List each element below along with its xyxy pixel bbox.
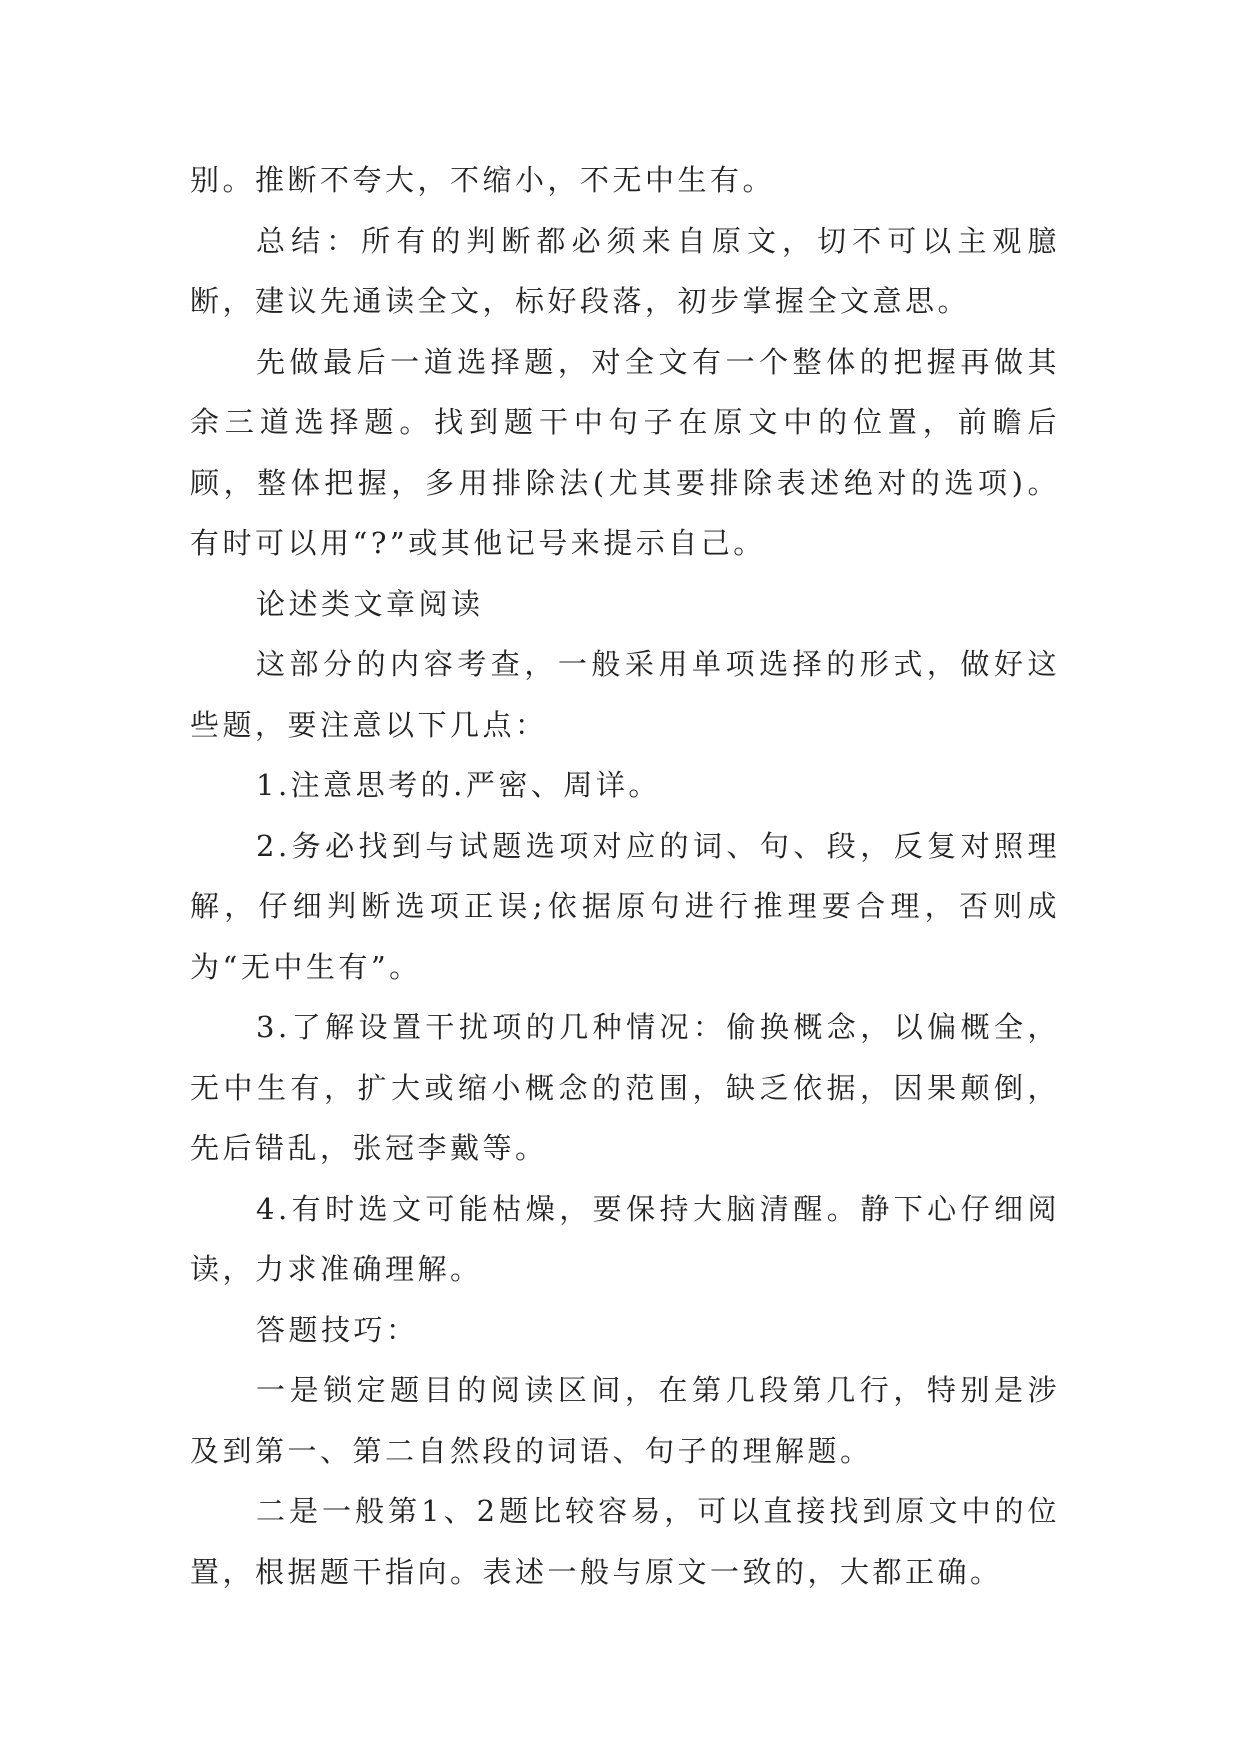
section-heading-answer-tips: 答题技巧：: [256, 1312, 419, 1347]
tip-paragraph-2: 二是一般第1、2题比较容易，可以直接找到原文中的位置，根据题干指向。表述一般与原文一致的，大都正确。: [190, 1494, 1060, 1589]
list-item-1: 1.注意思考的.严密、周详。: [256, 768, 661, 802]
section-heading-argumentative-reading: 论述类文章阅读: [256, 586, 484, 621]
paragraph-summary: 总结：所有的判断都必须来自原文，切不可以主观臆断，建议先通读全文，标好段落，初步掌握全文意思。: [190, 223, 1060, 318]
tip-paragraph-1: 一是锁定题目的阅读区间，在第几段第几行，特别是涉及到第一、第二自然段的词语、句子的理解题。: [190, 1373, 1060, 1468]
paragraph-continuation: 别。推断不夸大，不缩小，不无中生有。: [190, 163, 776, 197]
list-item-4: 4.有时选文可能枯燥，要保持大脑清醒。静下心仔细阅读，力求准确理解。: [190, 1191, 1060, 1286]
paragraph-strategy: 先做最后一道选择题，对全文有一个整体的把握再做其余三道选择题。找到题干中句子在原文中的位置，前瞻后顾，整体把握，多用排除法(尤其要排除表述绝对的选项)。有时可以用“?”或其他记号来提示自己。: [190, 344, 1060, 560]
list-item-3: 3.了解设置干扰项的几种情况：偷换概念，以偏概全，无中生有，扩大或缩小概念的范围，缺乏依据，因果颠倒，先后错乱，张冠李戴等。: [190, 1010, 1060, 1165]
paragraph-intro: 这部分的内容考查，一般采用单项选择的形式，做好这些题，要注意以下几点：: [190, 647, 1060, 742]
list-item-2: 2.务必找到与试题选项对应的词、句、段，反复对照理解，仔细判断选项正误;依据原句进行推理要合理，否则成为“无中生有”。: [190, 828, 1060, 984]
document-body: [190, 150, 1060, 1602]
